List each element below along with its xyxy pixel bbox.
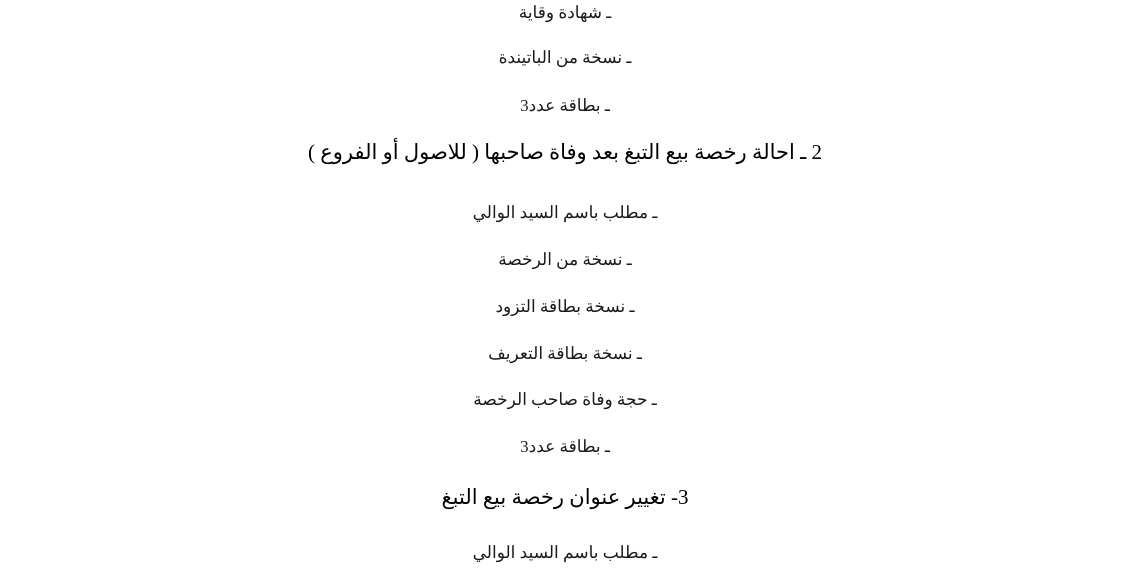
section-heading: 3- تغيير عنوان رخصة بيع التبغ — [441, 485, 689, 509]
section-heading: 2 ـ احالة رخصة بيع التبغ بعد وفاة صاحبها ( للاصول أو الفروع ) — [308, 140, 822, 164]
list-item: ـ نسخة من الرخصة — [498, 250, 632, 269]
list-item: ـ نسخة بطاقة التعريف — [488, 344, 642, 363]
list-item: ـ نسخة من الباتيندة — [498, 48, 632, 67]
list-item: ـ مطلب باسم السيد الوالي — [472, 203, 658, 222]
list-item: ـ حجة وفاة صاحب الرخصة — [473, 390, 657, 409]
list-item: ـ بطاقة عدد3 — [520, 437, 610, 456]
list-item: ـ نسخة بطاقة التزود — [495, 297, 635, 316]
list-item: ـ بطاقة عدد3 — [520, 96, 610, 115]
list-item: ـ مطلب باسم السيد الوالي — [472, 543, 658, 562]
list-item: ـ شهادة وقاية — [518, 3, 612, 22]
